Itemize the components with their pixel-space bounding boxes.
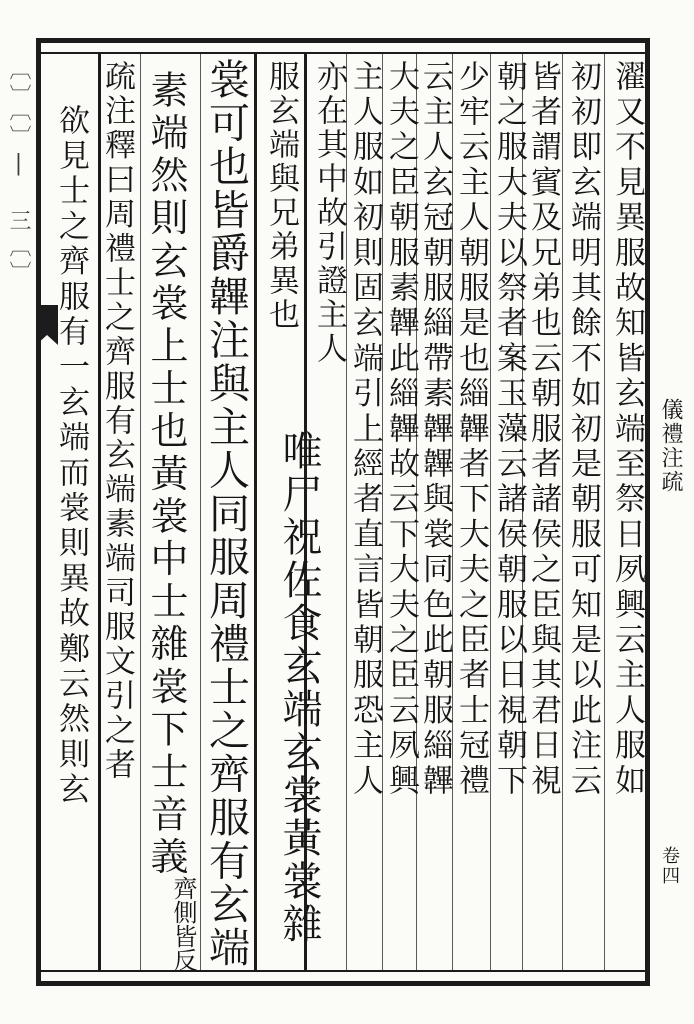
spine-marks: 〔〕〔〕| 三〔〕 <box>6 58 31 287</box>
phonetic-note: 齊側皆反 <box>169 876 197 972</box>
classic-text-column: 素端然則玄裳上士也黃裳中士雜裳下士音義 <box>144 70 188 880</box>
text-column: 皆者謂賓及兄弟也云朝服者諸侯之臣與其君日視 <box>525 60 561 800</box>
text-column: 濯又不見異服故知皆玄端至祭日夙興云主人服如 <box>609 60 645 800</box>
text-column: 初初即玄端明其餘不如初是朝服可知是以此注云 <box>565 60 601 800</box>
text-column: 少牢云主人朝服是也緇韠者下大夫之臣者士冠禮 <box>453 60 489 800</box>
book-title: 儀禮注疏 <box>658 398 683 494</box>
classic-text-column: 唯尸祝佐食玄端玄裳黃裳雜 <box>276 430 322 946</box>
folio-number: 卷四 <box>659 846 680 886</box>
text-column: 服玄端與兄弟異也 <box>263 60 299 332</box>
text-column: 朝之服大夫以祭者案玉藻云諸侯朝服以日視朝下 <box>491 60 527 800</box>
top-rule <box>36 52 650 54</box>
text-column: 云主人玄冠朝服緇帶素韠韠與裳同色此朝服緇韠 <box>417 60 453 800</box>
text-column: 主人服如初則固玄端引上經者直言皆朝服恐主人 <box>347 60 383 800</box>
text-column: 大夫之臣朝服素韠此緇韠故云下大夫之臣云夙興 <box>383 60 419 800</box>
text-column: 亦在其中故引證主人 <box>311 60 347 366</box>
classic-text-column: 裳可也皆爵韠注與主人同服周禮士之齊服有玄端 <box>202 58 250 970</box>
bottom-rule <box>36 970 650 972</box>
text-column: 疏注釋曰周禮士之齊服有玄端素端司服文引之者 <box>99 60 135 783</box>
text-column: 欲見士之齊服有一玄端而裳則異故鄭云然則玄 <box>53 104 89 808</box>
